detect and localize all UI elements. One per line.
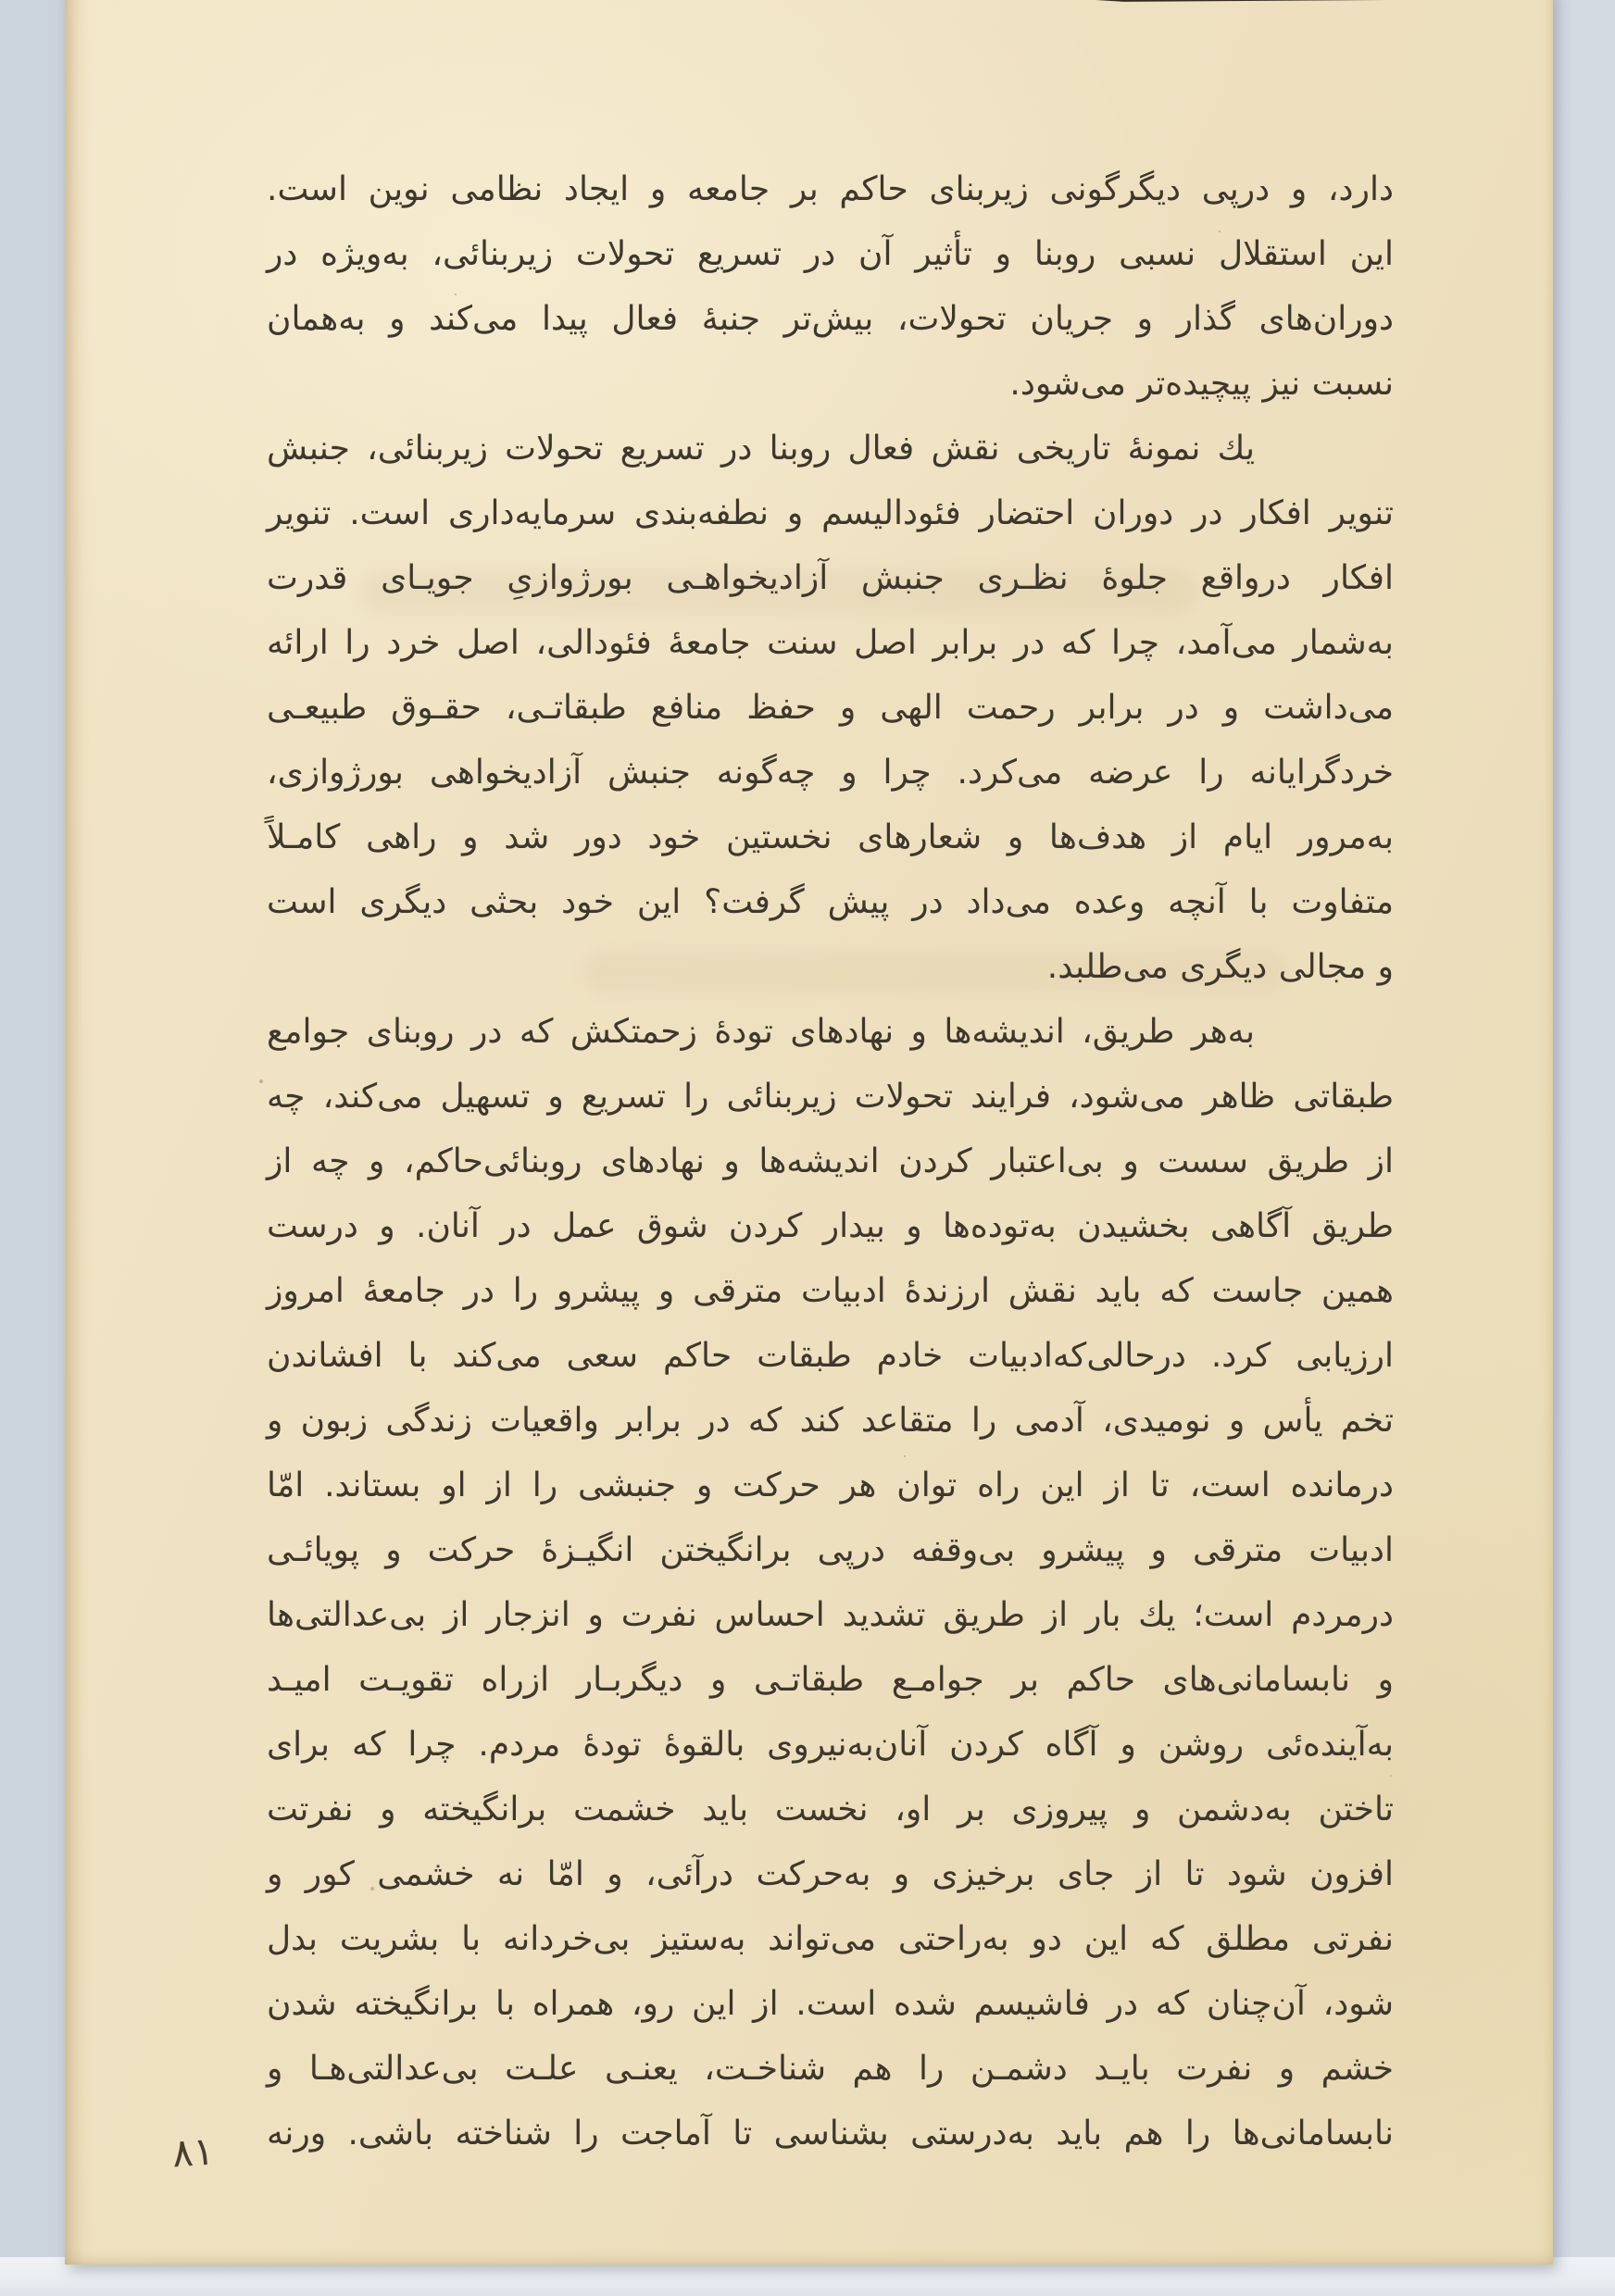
text-line: این استقلال نسبی روبنا و تأثیر آن در تسریع تحولات زیربنائی، به‌ویژه در — [267, 235, 1394, 273]
text-line: نسبت نیز پیچیده‌تر می‌شود. — [1009, 365, 1394, 403]
text-line: درمانده است، تا از این راه توان هر حرکت و جنبشی را از او بستاند. امّا — [267, 1466, 1394, 1504]
text-line: نفرتی مطلق که این دو به‌راحتی می‌تواند به‌ستیز بی‌خردانه با بشریت بدل — [267, 1920, 1394, 1958]
text-line: دارد، و درپی دیگرگونی زیربنای حاکم بر جامعه و ایجاد نظامی نوین است. — [267, 170, 1394, 208]
text-line: و مجالی دیگری می‌طلبد. — [1046, 948, 1394, 986]
text-line: ادبیات مترقی و پیشرو بی‌وقفه درپی برانگیختن انگیـزهٔ حرکت و پویائـی — [267, 1531, 1394, 1569]
page-number: ۸۱ — [170, 2128, 216, 2177]
text-line: ارزیابی کرد. درحالی‌که‌ادبیات خادم طبقات حاکم سعی می‌کند با افشاندن — [267, 1337, 1394, 1375]
text-line: به‌شمار می‌آمد، چرا که در برابر اصل سنت جامعهٔ فئودالی، اصل خرد را ارائه — [267, 624, 1394, 662]
text-line: نابسامانی‌ها را هم باید به‌درستی بشناسی تا آماجت را شناخته باشی. ورنه — [267, 2115, 1394, 2152]
text-line: افزون شود تا از جای برخیزی و به‌حرکت درآئی، و امّا نه خشمی کور و — [267, 1855, 1394, 1893]
text-line: از طریق سست و بی‌اعتبار کردن اندیشه‌ها و نهادهای روبنائی‌حاکم، و چه از — [267, 1142, 1394, 1180]
scan-edge-shadow — [956, 0, 1556, 4]
text-line: به‌هر طریق، اندیشه‌ها و نهادهای تودهٔ زحمتکش که در روبنای جوامع — [267, 1013, 1255, 1051]
text-line: تخم یأس و نومیدی، آدمی را متقاعد کند که در برابر واقعیات زندگی زبون و — [267, 1402, 1394, 1440]
text-line: می‌داشت و در برابر رحمت الهی و حفظ منافع طبقاتـی، حقـوق طبیعـی — [267, 689, 1394, 727]
text-line: طریق آگاهی بخشیدن به‌توده‌ها و بیدار کردن شوق عمل در آنان. و درست — [267, 1207, 1394, 1245]
text-line: یك نمونهٔ تاریخی نقش فعال روبنا در تسریع تحولات زیربنائی، جنبش — [267, 430, 1255, 468]
text-line: شود، آن‌چنان که در فاشیسم شده است. از این رو، همراه با برانگیخته شدن — [267, 1985, 1394, 2023]
text-line: تاختن به‌دشمن و پیروزی بر او، نخست باید خشمت برانگیخته و نفرتت — [267, 1791, 1394, 1828]
text-line: متفاوت با آنچه وعده می‌داد در پیش گرفت؟ این خود بحثی دیگری است — [267, 883, 1394, 921]
text-line: درمردم است؛ یك بار از طریق تشدید احساس نفرت و انزجار از بی‌عدالتی‌ها — [267, 1596, 1394, 1634]
text-line: خشم و نفرت بایـد دشمـن را هم شناخـت، یعنـی علـت بی‌عدالتی‌هـا و — [267, 2050, 1394, 2088]
text-line: به‌مرور ایام از هدف‌ها و شعارهای نخستین خود دور شد و راهی کامـلاً — [267, 818, 1394, 856]
text-line: افکار درواقع جلوهٔ نظـری جنبش آزادیخواهـی بورژوازیِ جویـای قدرت — [267, 559, 1394, 597]
text-line: دوران‌های گذار و جریان تحولات، بیش‌تر جنبهٔ فعال پیدا می‌کند و به‌همان — [267, 300, 1394, 338]
text-line: و نابسامانی‌های حاکم بر جوامـع طبقاتـی و دیگربـار ازراه تقویـت امیـد — [267, 1661, 1394, 1699]
text-line: طبقاتی ظاهر می‌شود، فرایند تحولات زیربنائی را تسریع و تسهیل می‌کند، چه — [267, 1078, 1394, 1116]
text-line: خردگرایانه را عرضه می‌کرد. چرا و چه‌گونه جنبش آزادیخواهی بورژوازی، — [267, 754, 1394, 792]
book-page-paper — [65, 0, 1553, 2265]
text-line: تنویر افکار در دوران احتضار فئودالیسم و نطفه‌بندی سرمایه‌داری است. تنویر — [267, 494, 1394, 532]
text-line: به‌آینده‌ئی روشن و آگاه کردن آنان‌به‌نیروی بالقوهٔ تودهٔ مردم. چرا که برای — [267, 1726, 1394, 1764]
text-line: همین جاست که باید نقش ارزندهٔ ادبیات مترقی و پیشرو را در جامعهٔ امروز — [267, 1272, 1394, 1310]
body-text — [267, 157, 1394, 2166]
